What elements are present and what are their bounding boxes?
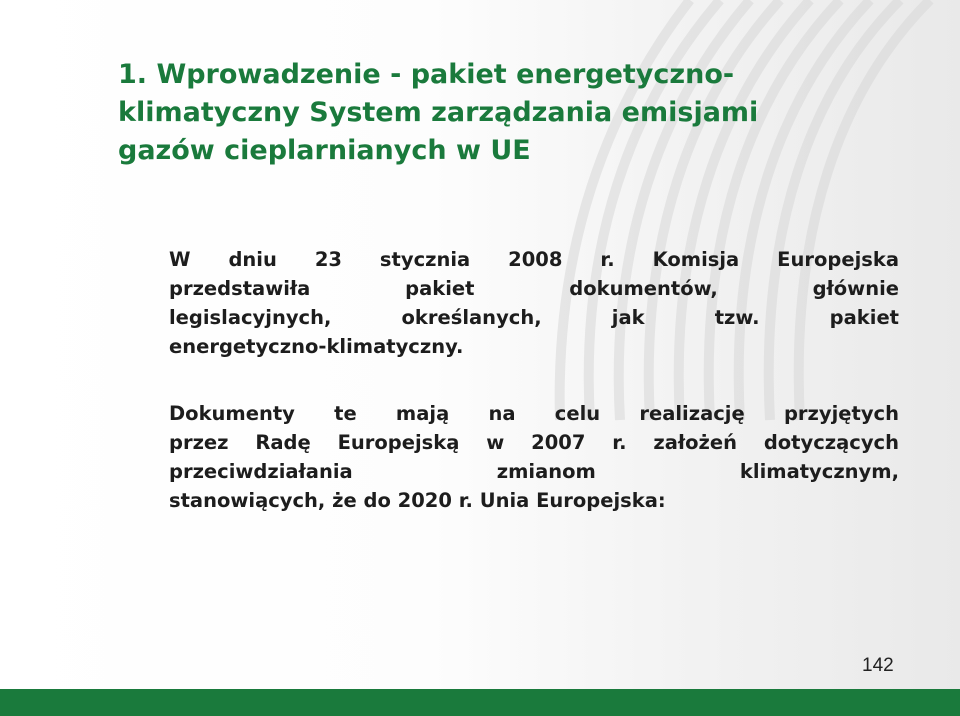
paragraph-line: Dokumenty te mają na celu realizację przyjętych: [169, 402, 899, 425]
paragraph-line: przez Radę Europejską w 2007 r. założeń dotyczących: [169, 431, 899, 454]
paragraph-documents: [169, 399, 899, 515]
page-number: 142: [862, 655, 894, 676]
slide-title: [118, 56, 908, 170]
paragraph-line: przedstawiła pakiet dokumentów, głównie: [169, 277, 899, 300]
bottom-bar: [0, 689, 960, 716]
title-line: gazów cieplarnianych w UE: [118, 135, 531, 166]
paragraph-line: stanowiących, że do 2020 r. Unia Europejska:: [169, 489, 666, 512]
title-line: 1. Wprowadzenie - pakiet energetyczno-: [118, 59, 735, 90]
paragraph-commission: [169, 245, 899, 361]
paragraph-line: przeciwdziałania zmianom klimatycznym,: [169, 460, 899, 483]
paragraph-line: energetyczno-klimatyczny.: [169, 335, 464, 358]
title-line: klimatyczny System zarządzania emisjami: [118, 97, 759, 128]
paragraph-line: legislacyjnych, określanych, jak tzw. pakiet: [169, 306, 899, 329]
paragraph-line: W dniu 23 stycznia 2008 r. Komisja Europejska: [169, 248, 899, 271]
